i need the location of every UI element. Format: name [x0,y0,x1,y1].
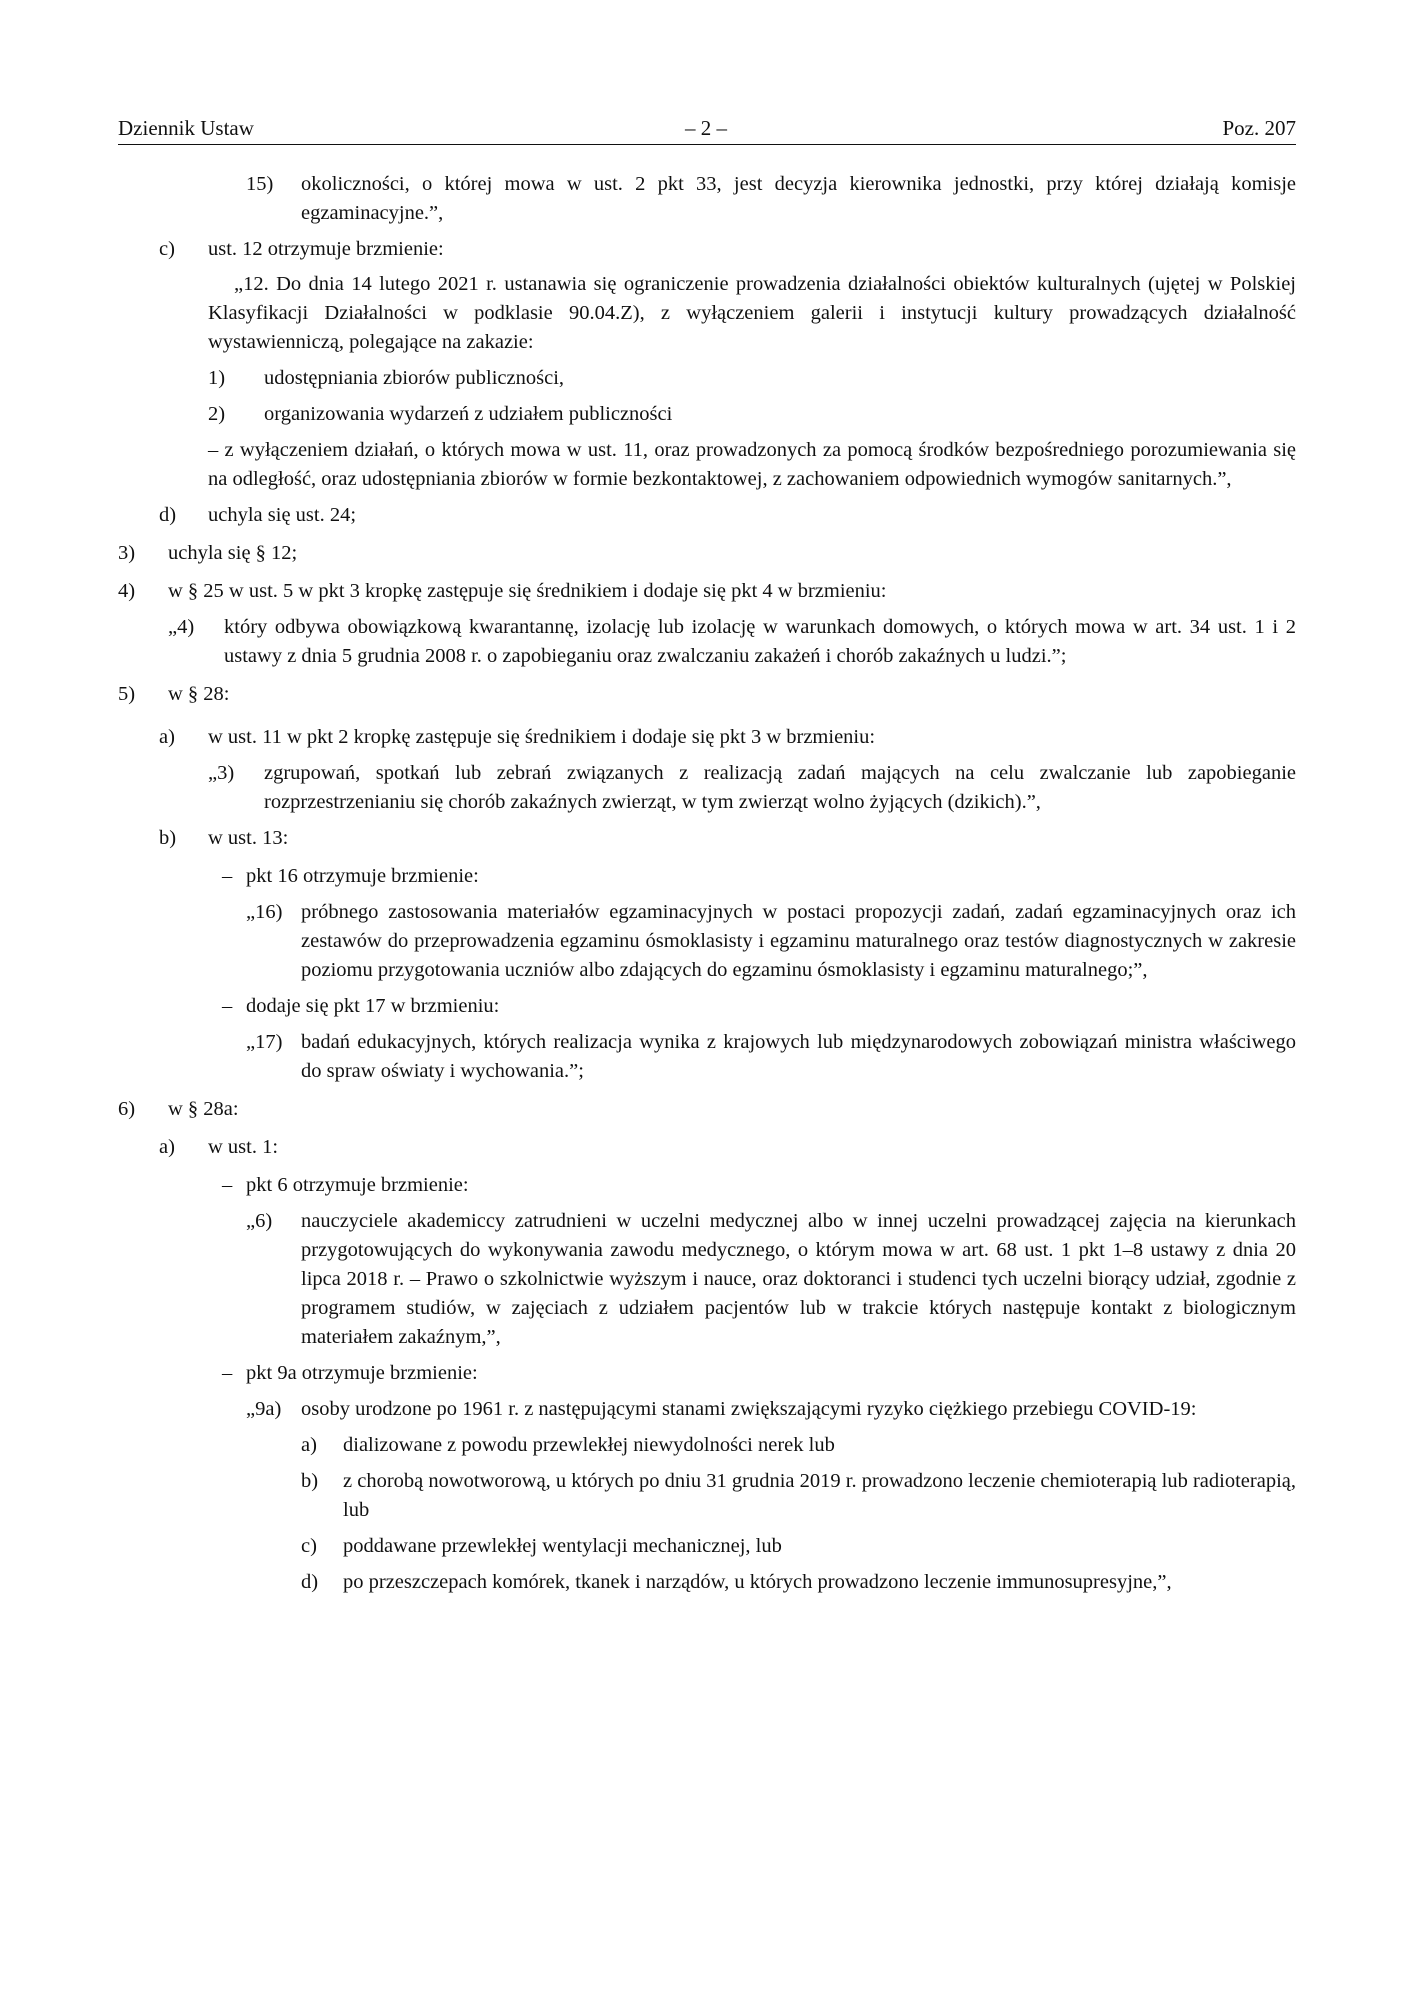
list-item [208,364,1296,393]
document-body [118,170,1296,1597]
item-label: a) [301,1434,317,1456]
item-label: a) [159,726,175,748]
item-label: d) [301,1571,319,1593]
list-item [222,992,1296,1021]
list-item [159,501,1296,530]
item-label: „9a) [246,1398,282,1420]
list-item [246,898,1296,985]
item-label: „16) [246,901,283,923]
item-text: dializowane z powodu przewlekłej niewydolności nerek lub [343,1434,835,1456]
item-text: próbnego zastosowania materiałów egzaminacyjnych w postaci propozycji zadań, zadań egzaminacyjnych oraz ich zestawów do przeprowadzenia egzaminu ósmoklasisty i egzaminu maturalnego oraz testów diagnostycznych w zakresie poziomu przygotowania uczniów albo zdających do egzaminu ósmoklasisty i egzaminu maturalnego;”, [301,901,1296,981]
item-label: a) [159,1136,175,1158]
item-label: – [222,865,233,887]
item-label: – [222,1362,233,1384]
page-header [118,114,1296,145]
item-text: osoby urodzone po 1961 r. z następującymi stanami zwiększającymi ryzyko ciężkiego przebiegu COVID-19: [301,1398,1197,1420]
list-item [118,539,1296,568]
list-item [222,1171,1296,1200]
item-text: w ust. 11 w pkt 2 kropkę zastępuje się średnikiem i dodaje się pkt 3 w brzmieniu: [208,726,876,748]
item-text: poddawane przewlekłej wentylacji mechanicznej, lub [343,1535,782,1557]
item-label: „3) [208,762,235,784]
list-item [168,613,1296,671]
list-item [301,1568,1296,1597]
item-text: badań edukacyjnych, których realizacja wynika z krajowych lub międzynarodowych zobowiązań ministra właściwego do spraw oświaty i wychowania.”; [301,1031,1296,1082]
item-text: w § 28: [168,683,230,705]
item-text: nauczyciele akademiccy zatrudnieni w uczelni medycznej albo w innej uczelni prowadzącej zajęcia na kierunkach przygotowujących do wykonywania zawodu medycznego, o którym mowa w art. 68 ust. 1 pkt 1–8 ustawy z dnia 20 lipca 2018 r. – Prawo o szkolnictwie wyższym i nauce, oraz doktoranci i studenci tych uczelni biorący udział, zgodnie z programem studiów, w zajęciach z udziałem pacjentów lub w trakcie których następuje kontakt z biologicznym materiałem zakaźnym,”, [301,1210,1296,1348]
list-item [159,824,1296,853]
list-item [208,400,1296,429]
item-label: „6) [246,1210,273,1232]
list-item [301,1467,1296,1525]
item-text: – z wyłączeniem działań, o których mowa w ust. 11, oraz prowadzonych za pomocą środków bezpośredniego porozumiewania się na odległość, oraz udostępniania zbiorów w formie bezkontaktowej, z zachowaniem odpowiednich wymogów sanitarnych.”, [208,439,1296,490]
item-text: ust. 12 otrzymuje brzmienie: [208,238,444,260]
list-item [301,1431,1296,1460]
list-item [301,1532,1296,1561]
list-item [159,235,1296,264]
list-item [118,1095,1296,1124]
item-text: w ust. 13: [208,827,289,849]
item-label: – [222,995,233,1017]
item-label: 1) [208,367,226,389]
item-text: okoliczności, o której mowa w ust. 2 pkt 33, jest decyzja kierownika jednostki, przy której działają komisje egzaminacyjne.”, [301,173,1296,224]
item-text: udostępniania zbiorów publiczności, [264,367,565,389]
item-text: „12. Do dnia 14 lutego 2021 r. ustanawia się ograniczenie prowadzenia działalności obiektów kulturalnych (ujętej w Polskiej Klasyfikacji Działalności w podklasie 90.04.Z), z wyłączeniem galerii i instytucji kultury prowadzących działalność wystawienniczą, polegające na zakazie: [208,273,1296,353]
item-text: pkt 6 otrzymuje brzmienie: [246,1174,469,1196]
list-item [246,1395,1296,1424]
item-label: – [222,1174,233,1196]
item-text: w § 25 w ust. 5 w pkt 3 kropkę zastępuje się średnikiem i dodaje się pkt 4 w brzmieniu: [168,580,887,602]
list-item [246,170,1296,228]
journal-title: Dziennik Ustaw [118,116,254,140]
item-label: c) [301,1535,317,1557]
item-text: w ust. 1: [208,1136,279,1158]
item-text: po przeszczepach komórek, tkanek i narządów, u których prowadzono leczenie immunosupresyjne,”, [343,1571,1172,1593]
item-label: 3) [118,542,136,564]
item-label: 15) [246,173,274,195]
item-label: „17) [246,1031,283,1053]
item-label: „4) [168,616,195,638]
item-label: d) [159,504,177,526]
position-number: Poz. 207 [1222,116,1296,140]
item-label: b) [159,827,177,849]
item-text: pkt 16 otrzymuje brzmienie: [246,865,479,887]
item-text: uchyla się § 12; [168,542,298,564]
list-item [118,680,1296,709]
item-label: c) [159,238,175,260]
item-label: b) [301,1470,319,1492]
item-label: 2) [208,403,226,425]
list-item [246,1207,1296,1352]
item-label: 4) [118,580,136,602]
quoted-paragraph [208,270,1296,357]
item-text: pkt 9a otrzymuje brzmienie: [246,1362,478,1384]
list-item [222,862,1296,891]
list-item [222,1359,1296,1388]
item-text: organizowania wydarzeń z udziałem publiczności [264,403,673,425]
list-item [118,577,1296,606]
page-number: – 2 – [685,116,727,140]
item-text: dodaje się pkt 17 w brzmieniu: [246,995,500,1017]
list-item [159,723,1296,752]
item-label: 5) [118,683,136,705]
item-text: w § 28a: [168,1098,239,1120]
list-item [246,1028,1296,1086]
item-text: który odbywa obowiązkową kwarantannę, izolację lub izolację w warunkach domowych, o których mowa w art. 34 ust. 1 i 2 ustawy z dnia 5 grudnia 2008 r. o zapobieganiu oraz zwalczaniu zakażeń i chorób zakaźnych u ludzi.”; [224,616,1296,667]
list-item [208,759,1296,817]
item-label: 6) [118,1098,136,1120]
quoted-paragraph-tail [208,436,1296,494]
list-item [159,1133,1296,1162]
item-text: z chorobą nowotworową, u których po dniu 31 grudnia 2019 r. prowadzono leczenie chemioterapią lub radioterapią, lub [343,1470,1296,1521]
item-text: zgrupowań, spotkań lub zebrań związanych z realizacją zadań mających na celu zwalczanie lub zapobieganie rozprzestrzenianiu się chorób zakaźnych zwierząt, w tym zwierząt wolno żyjących (dzikich).”, [264,762,1296,813]
item-text: uchyla się ust. 24; [208,504,357,526]
